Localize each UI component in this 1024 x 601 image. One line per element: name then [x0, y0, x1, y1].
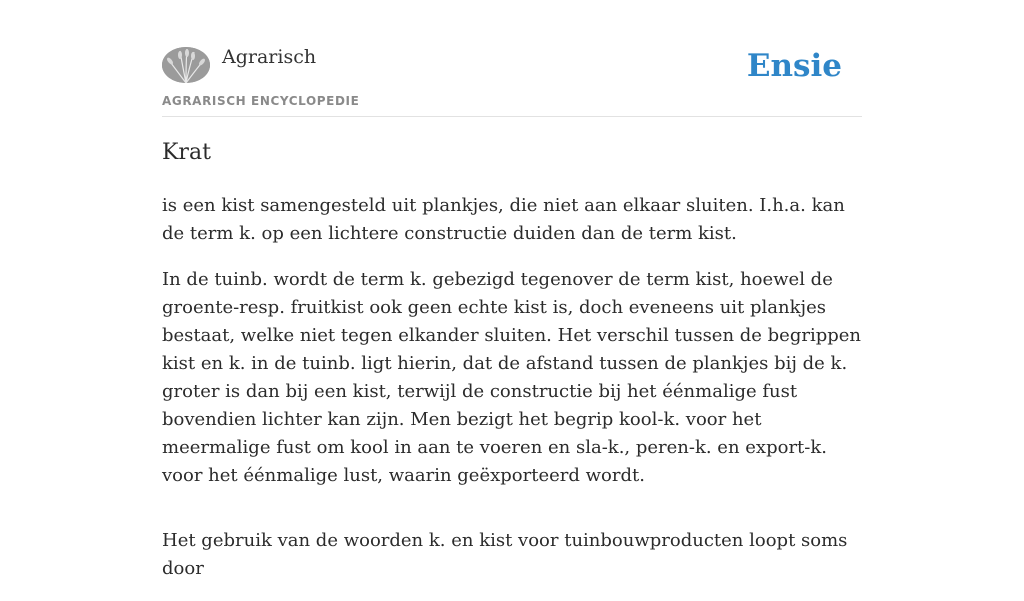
brand-logo-link[interactable]: Ensie	[746, 48, 842, 84]
page-header	[162, 0, 862, 117]
paragraph: Het gebruik van de woorden k. en kist voor tuinbouwproducten loopt soms door	[162, 530, 848, 579]
paragraph: In de tuinb. wordt de term k. gebezigd tegenover de term kist, hoewel de groente-resp. fruitkist ook geen echte kist is, doch eveneens uit plankjes bestaat, welke niet tegen elkander sluiten. Het verschil tussen de begrippen kist en k. in de tuinb. ligt hierin, dat de afstand tussen de plankjes bij de k. groter is dan bij een kist, terwijl de constructie bij het éénmalige fust bovendien lichter kan zijn. Men bezigt het begrip kool-k. voor het meermalige fust om kool in aan te voeren en sla-k., peren-k. en export-k. voor het éénmalige lust, waarin geëxporteerd wordt.	[162, 269, 862, 486]
article-page	[162, 0, 862, 579]
article-title: Krat	[162, 140, 211, 165]
source-link[interactable]: Agrarisch	[222, 46, 317, 68]
source-subtitle: AGRARISCH ENCYCLOPEDIE	[162, 94, 360, 108]
paragraph: is een kist samengesteld uit plankjes, die niet aan elkaar sluiten. I.h.a. kan de term k. op een lichtere constructie duiden dan de term kist.	[162, 195, 845, 244]
wheat-icon[interactable]	[162, 47, 210, 83]
article-body	[162, 192, 862, 601]
